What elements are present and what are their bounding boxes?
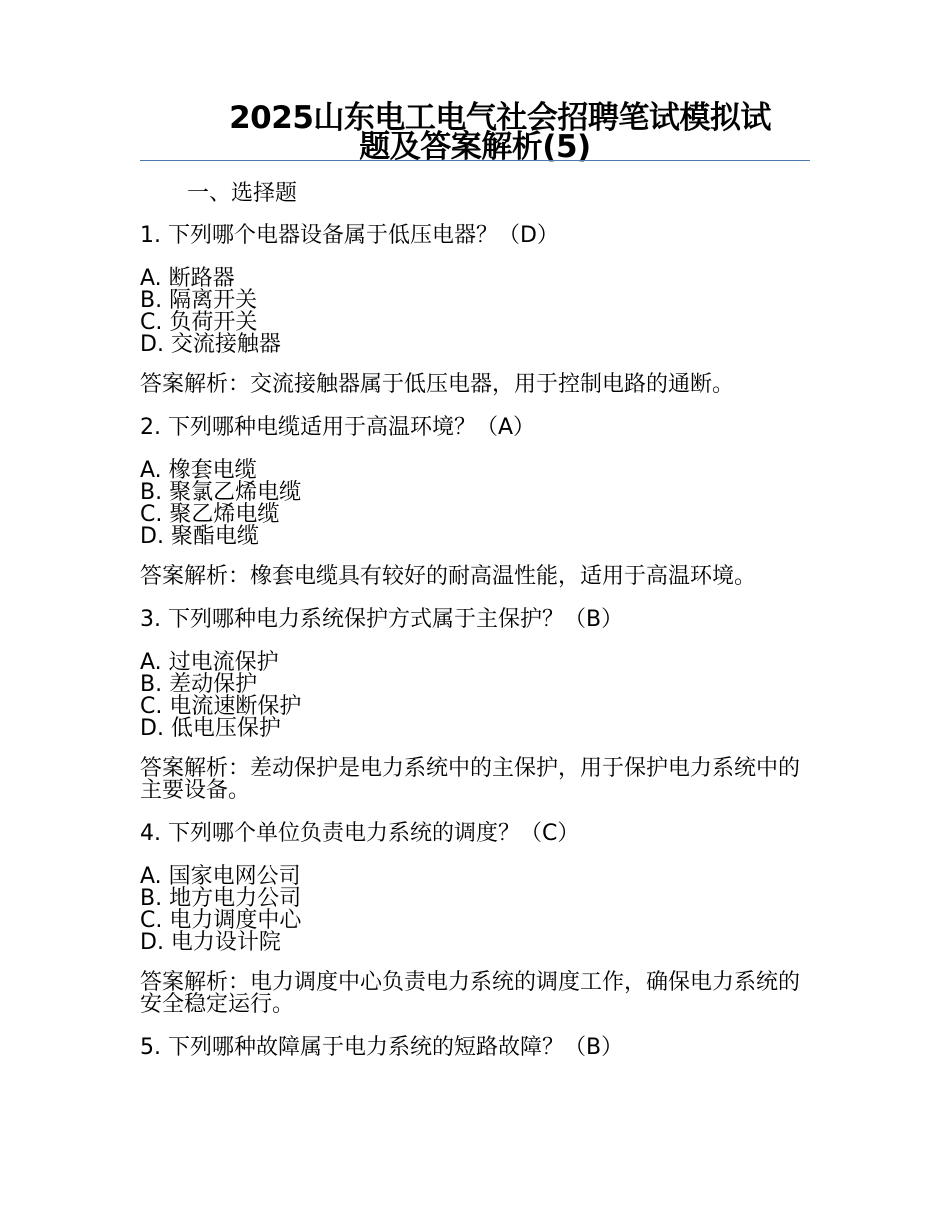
option-c: C. 电流速断保护 [140, 694, 302, 719]
title-line-1: 2025山东电工电气社会招聘笔试模拟试 [229, 100, 771, 136]
option-a: A. 断路器 [140, 266, 235, 291]
options-2 [140, 460, 812, 548]
options-4 [140, 866, 812, 954]
title-line-2: 题及答案解析(5) [359, 129, 591, 165]
answer-explanation-3: 答案解析：差动保护是电力系统中的主保护，用于保护电力系统中的主要设备。 [140, 756, 801, 803]
options-3 [140, 652, 812, 740]
page-title [140, 100, 810, 165]
option-c: C. 电力调度中心 [140, 908, 302, 933]
option-b: B. 差动保护 [140, 672, 258, 697]
option-a: A. 过电流保护 [140, 650, 279, 675]
question-3: 3. 下列哪种电力系统保护方式属于主保护？（B） [140, 607, 624, 632]
option-a: A. 橡套电缆 [140, 458, 257, 483]
option-d: D. 交流接触器 [140, 332, 281, 357]
option-b: B. 聚氯乙烯电缆 [140, 480, 302, 505]
answer-explanation-4: 答案解析：电力调度中心负责电力系统的调度工作，确保电力系统的安全稳定运行。 [140, 970, 801, 1017]
question-1: 1. 下列哪个电器设备属于低压电器？（D） [140, 223, 559, 248]
question-2: 2. 下列哪种电缆适用于高温环境？（A） [140, 415, 536, 440]
question-5: 5. 下列哪种故障属于电力系统的短路故障？（B） [140, 1035, 624, 1060]
option-d: D. 电力设计院 [140, 930, 281, 955]
question-list [140, 222, 812, 1080]
option-b: B. 地方电力公司 [140, 886, 302, 911]
answer-explanation-1: 答案解析：交流接触器属于低压电器，用于控制电路的通断。 [140, 372, 735, 397]
option-a: A. 国家电网公司 [140, 864, 301, 889]
option-d: D. 聚酯电缆 [140, 524, 259, 549]
question-4: 4. 下列哪个单位负责电力系统的调度？（C） [140, 821, 580, 846]
title-divider [140, 160, 810, 161]
option-c: C. 聚乙烯电缆 [140, 502, 280, 527]
section-heading: 一、选择题 [187, 181, 298, 206]
option-c: C. 负荷开关 [140, 310, 258, 335]
options-1 [140, 268, 812, 356]
answer-explanation-2: 答案解析：橡套电缆具有较好的耐高温性能，适用于高温环境。 [140, 564, 757, 589]
option-b: B. 隔离开关 [140, 288, 258, 313]
option-d: D. 低电压保护 [140, 716, 281, 741]
